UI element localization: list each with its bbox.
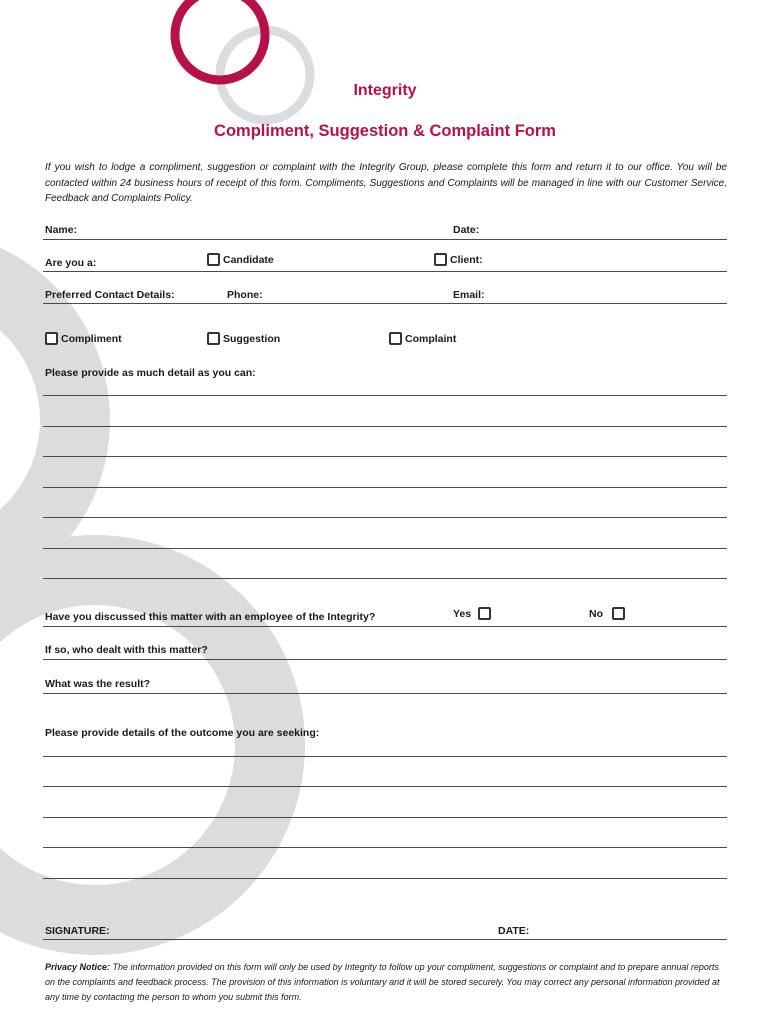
who-dealt-label: If so, who dealt with this matter? (45, 644, 208, 656)
candidate-label: Candidate (223, 253, 274, 266)
date-label: Date: (453, 224, 480, 236)
signature-line[interactable] (43, 939, 727, 940)
yes-checkbox[interactable] (478, 607, 491, 620)
detail-line[interactable] (43, 395, 727, 396)
phone-label: Phone: (227, 289, 263, 301)
compliment-option[interactable] (45, 332, 122, 345)
detail-prompt: Please provide as much detail as you can: (45, 367, 256, 379)
no-option[interactable] (589, 607, 625, 620)
are-you-label: Are you a: (45, 257, 97, 269)
complaint-option[interactable] (389, 332, 456, 345)
are-you-line (43, 271, 727, 272)
preferred-contact-label: Preferred Contact Details: (45, 289, 175, 301)
detail-line[interactable] (43, 456, 727, 457)
privacy-notice (45, 960, 727, 1005)
candidate-option[interactable] (207, 253, 274, 266)
signature-label: SIGNATURE: (45, 925, 110, 937)
result-line[interactable] (43, 693, 727, 694)
email-label: Email: (453, 289, 485, 301)
yes-label: Yes (453, 607, 472, 620)
compliment-label: Compliment (61, 332, 122, 345)
discussed-line (43, 626, 727, 627)
privacy-text: The information provided on this form will only be used by Integrity to follow up your compliment, suggestions or complaint and to prepare annual reports on the complaints and feedback process. The provision of this information is voluntary and it will be stored securely. You may correct any personal information provided at any time by contacting the person to whom you submit this form. (45, 962, 720, 1002)
suggestion-checkbox[interactable] (207, 332, 220, 345)
no-label: No (589, 607, 603, 620)
outcome-line[interactable] (43, 878, 727, 879)
footer-date-label: DATE: (498, 925, 530, 937)
outcome-line[interactable] (43, 756, 727, 757)
detail-line[interactable] (43, 517, 727, 518)
complaint-label: Complaint (405, 332, 457, 345)
complaint-checkbox[interactable] (389, 332, 402, 345)
detail-line[interactable] (43, 487, 727, 488)
suggestion-option[interactable] (207, 332, 280, 345)
name-date-line[interactable] (43, 239, 727, 240)
name-label: Name: (45, 224, 78, 236)
result-label: What was the result? (45, 678, 151, 690)
outcome-prompt: Please provide details of the outcome you are seeking: (45, 727, 320, 739)
privacy-label: Privacy Notice: (45, 962, 111, 972)
detail-line[interactable] (43, 578, 727, 579)
intro-text: If you wish to lodge a compliment, suggestion or complaint with the Integrity Group, please complete this form and return it to our office. You will be contacted within 24 business hours of receipt of this form. Compliments, Suggestions and Complaints will be managed in line with our Customer Service, Feedback and Complaints Policy. (45, 162, 727, 204)
contact-line[interactable] (43, 303, 727, 304)
client-option[interactable] (434, 253, 483, 266)
candidate-checkbox[interactable] (207, 253, 220, 266)
no-checkbox[interactable] (612, 607, 625, 620)
detail-line[interactable] (43, 548, 727, 549)
form-title: Compliment, Suggestion & Complaint Form (214, 122, 556, 140)
outcome-line[interactable] (43, 817, 727, 818)
outcome-line[interactable] (43, 786, 727, 787)
suggestion-label: Suggestion (223, 332, 281, 345)
brand-name: Integrity (353, 82, 417, 99)
compliment-checkbox[interactable] (45, 332, 58, 345)
detail-line[interactable] (43, 426, 727, 427)
discussed-question: Have you discussed this matter with an employee of the Integrity? (45, 611, 376, 623)
client-checkbox[interactable] (434, 253, 447, 266)
yes-option[interactable] (453, 607, 491, 620)
outcome-line[interactable] (43, 847, 727, 848)
who-dealt-line[interactable] (43, 659, 727, 660)
client-label: Client: (450, 253, 483, 266)
